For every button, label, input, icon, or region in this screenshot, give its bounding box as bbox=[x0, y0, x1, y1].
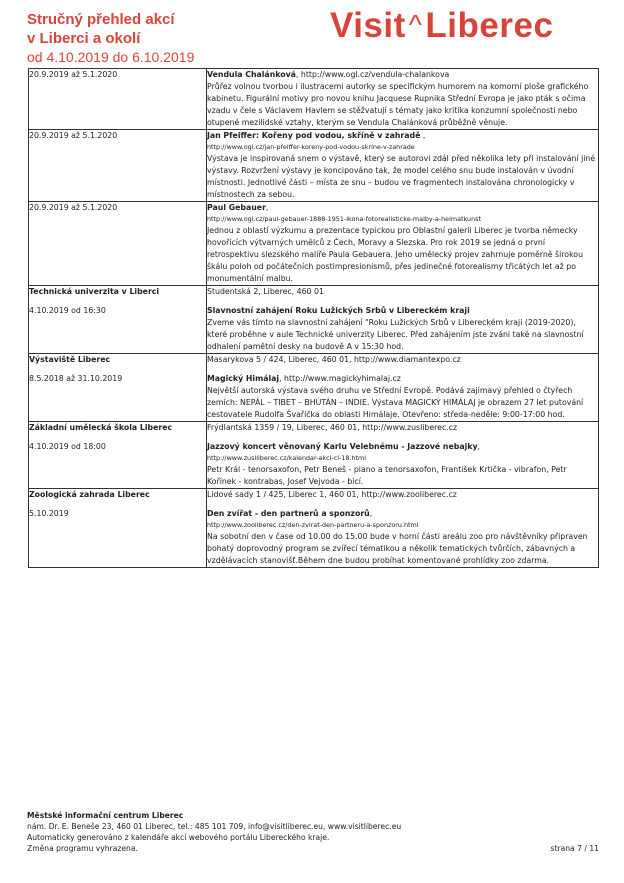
title-separator: , bbox=[295, 70, 301, 79]
event-detail-cell bbox=[207, 286, 599, 354]
event-date: 4.10.2019 od 18:00 bbox=[29, 442, 106, 451]
venue-name: Zoologická zahrada Liberec bbox=[29, 490, 150, 499]
title-separator: , bbox=[265, 203, 269, 212]
event-detail-cell bbox=[207, 69, 599, 130]
table-row bbox=[29, 130, 599, 202]
event-detail-cell bbox=[207, 422, 599, 489]
event-url-link[interactable]: http://www.ogl.cz/paul-gebauer-1888-1951-ikona-fotorealisticke-malby-a-heimatkunst bbox=[207, 215, 481, 223]
event-date: 20.9.2019 až 5.1.2020 bbox=[29, 131, 118, 140]
event-description: Petr Král - tenorsaxofon, Petr Beneš - piano a tenorsaxofon, František Krtička - vibrafon, Petr Kořínek - kontrabas, Josef Vejvoda - bicí. bbox=[207, 465, 567, 486]
event-description: Průřez volnou tvorbou i ilustracemi autorky se specifickým humorem na komorní ploše grafického kabinetu. Figurální motivy pro novou knihu Jacquese Rupnika Střední Evropa je jako pták s očima vzadu v čele s Václavem Havlem se stěžvatují s tématy jako kritika konzumní společnosti nebo otupené mezilidské vztahy, kterým se Vendula Chalánková průběžně věnuje. bbox=[207, 82, 589, 127]
venue-cell bbox=[29, 489, 207, 568]
logo-text-visit: Visit bbox=[330, 6, 406, 45]
event-url-link[interactable]: http://www.zooliberec.cz/den-zvirat-den-partneru-a-sponzoru.html bbox=[207, 521, 419, 529]
table-row bbox=[29, 489, 599, 568]
event-date: 20.9.2019 až 5.1.2020 bbox=[29, 203, 118, 212]
venue-name: Základní umělecká škola Liberec bbox=[29, 423, 173, 432]
event-date-cell bbox=[29, 69, 207, 130]
event-detail-cell bbox=[207, 202, 599, 286]
logo-caret: ^ bbox=[408, 9, 423, 40]
event-date: 4.10.2019 od 16:30 bbox=[29, 306, 106, 315]
event-date: 5.10.2019 bbox=[29, 509, 69, 518]
event-detail-cell bbox=[207, 489, 599, 568]
footer-contact: nám. Dr. E. Beneše 23, 460 01 Liberec, tel.: 485 101 709, info@visitliberec.eu, www.visitliberec.eu bbox=[27, 822, 402, 831]
title-separator: , bbox=[420, 131, 426, 140]
event-url-link[interactable]: http://www.zuslliberec.cz/kalendar-akci-cl-18.html bbox=[207, 454, 367, 462]
page-number: strana 7 / 11 bbox=[550, 844, 599, 853]
event-detail-cell bbox=[207, 130, 599, 202]
event-url-link[interactable]: http://www.ogl.cz/vendula-chalankova bbox=[300, 70, 450, 79]
page-footer bbox=[27, 810, 599, 854]
table-row bbox=[29, 202, 599, 286]
event-date: 8.5.2018 až 31.10.2019 bbox=[29, 374, 123, 383]
event-url-link[interactable]: http://www.ogl.cz/jan-pfeiffer-koreny-pod-vodou-skrine-v-zahrade bbox=[207, 143, 415, 151]
event-description: Zveme vás tímto na slavnostní zahájení "Roku Lužických Srbů v Libereckém kraji (2019-2020), které proběhne v aule Technické univerzity Liberec. Před zahájením jste zváni také na slavnostní odhalení pamětní desky na budově A v 15:30 hod. bbox=[207, 318, 584, 351]
event-description: Největší autorská výstava svého druhu ve Střední Evropě. Podává zajímavý přehled o čtyřech zemích: NEPÁL – TIBET – BHÚTÁN – INDIE. Výstava MAGICKÝ HIMÁLAJ je obrazem 27 let putování cestovatele Rudolfa Švaříčka do oblasti Himálaje. Otevřeno: středa-neděle: 9:00-17:00 hod. bbox=[207, 386, 584, 419]
event-title[interactable]: Magický Himálaj bbox=[207, 374, 280, 383]
page-header bbox=[27, 10, 194, 67]
table-row bbox=[29, 69, 599, 130]
venue-address: Studentská 2, Liberec, 460 01 bbox=[207, 287, 324, 296]
title-separator: , bbox=[477, 442, 481, 451]
event-description: Jednou z oblastí výzkumu a prezentace typickou pro Oblastní galerii Liberec je tvorba německy hovořících výtvarných umělců z Čech, Moravy a Slezska. Pro rok 2019 se jedná o první retrospektivu slezského malíře Paula Gebauera. Jeho umělecký projev zahrnuje poměrně širokou škálu poloh od počátečních postimpresionismů, přes jedinečné fotorealismy třicátých let až po monumentální malbu. bbox=[207, 226, 584, 283]
table-row bbox=[29, 286, 599, 354]
venue-name: Technická univerzita v Liberci bbox=[29, 287, 160, 296]
events-table bbox=[28, 68, 599, 568]
venue-address: Masarykova 5 / 424, Liberec, 460 01, http://www.diamantexpo.cz bbox=[207, 355, 461, 364]
event-title[interactable]: Den zvířat - den partnerů a sponzorů bbox=[207, 509, 370, 518]
event-title[interactable]: Paul Gebauer bbox=[207, 203, 266, 212]
event-title[interactable]: Vendula Chalánková bbox=[207, 70, 296, 79]
footer-disclaimer: Změna programu vyhrazena. bbox=[27, 844, 138, 853]
header-date-range: od 4.10.2019 do 6.10.2019 bbox=[27, 49, 195, 65]
event-date-cell bbox=[29, 202, 207, 286]
footer-org-name: Městské informační centrum Liberec bbox=[27, 811, 184, 820]
header-title-line1: Stručný přehled akcí bbox=[27, 11, 175, 28]
venue-cell bbox=[29, 286, 207, 354]
venue-address: Frýdlantská 1359 / 19, Liberec, 460 01, http://www.zusliberec.cz bbox=[207, 423, 458, 432]
event-title[interactable]: Jazzový koncert věnovaný Karlu Velebnému - Jazzové nebajky bbox=[207, 442, 478, 451]
venue-address: Lidové sady 1 / 425, Liberec 1, 460 01, http://www.zooliberec.cz bbox=[207, 490, 457, 499]
venue-cell bbox=[29, 422, 207, 489]
venue-name: Výstaviště Liberec bbox=[29, 355, 111, 364]
venue-cell bbox=[29, 354, 207, 422]
table-row bbox=[29, 354, 599, 422]
event-detail-cell bbox=[207, 354, 599, 422]
event-title[interactable]: Slavnostní zahájení Roku Lužických Srbů v Libereckém kraji bbox=[207, 306, 470, 315]
footer-generated-note: Automaticky generováno z kalendáře akcí webového portálu Libereckého kraje. bbox=[27, 833, 330, 842]
header-title-line2: v Liberci a okolí bbox=[27, 30, 141, 47]
logo-text-liberec: Liberec bbox=[425, 6, 554, 45]
event-description: Výstava je inspirovaná snem o výstavě, který se autorovi zdál před několika lety při instalování jiné výstavy. Rozvržení výstavy je koncipováno tak, že model celého snu bude instalován v úvodní místnosti. Jednotlivé části – místa ze snu – budou ve fragmentech instalována chronologicky v místnostech za sebou. bbox=[207, 154, 596, 199]
title-separator: , bbox=[369, 509, 373, 518]
table-row bbox=[29, 422, 599, 489]
title-separator: , bbox=[279, 374, 285, 383]
event-date: 20.9.2019 až 5.1.2020 bbox=[29, 70, 118, 79]
event-description: Na sobotní den v čase od 10.00 do 15.00 bude v horní části areálu zoo pro návštěvníky připraven bohatý doprovodný program se zvířecí tématikou a několik tematických tvůrčích, zábavných a vzdělávacích stanovišť.Během dne budou probíhat komentované prohlídky zoo zdarma. bbox=[207, 532, 588, 565]
event-title[interactable]: Jan Pfeiffer: Kořeny pod vodou, skříně v zahradě bbox=[207, 131, 421, 140]
visit-liberec-logo bbox=[330, 6, 553, 46]
event-url-link[interactable]: http://www.magickyhimalaj.cz bbox=[284, 374, 401, 383]
event-date-cell bbox=[29, 130, 207, 202]
